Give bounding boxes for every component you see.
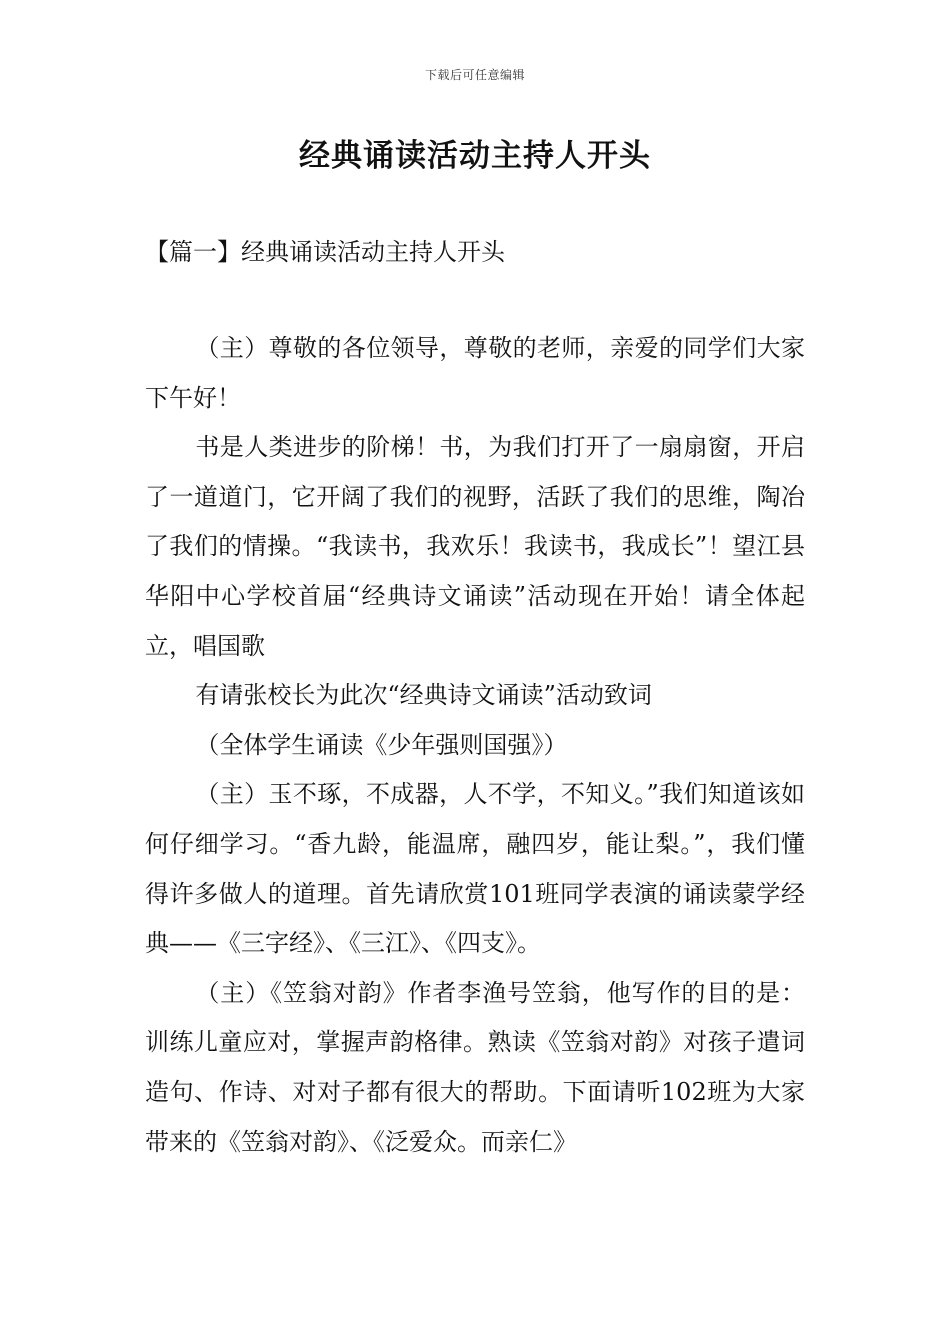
paragraph-recitation: （全体学生诵读《少年强则国强》） (195, 730, 568, 759)
paragraph-principal-speech: 有请张校长为此次“经典诗文诵读”活动致词 (195, 681, 652, 710)
document-body (145, 324, 805, 1167)
section-heading: 【篇一】经典诵读活动主持人开头 (145, 238, 505, 266)
paragraph-class-101: （主）玉不琢，不成器，人不学，不知义。”我们知道该如何仔细学习。“香九龄，能温席，融四岁，能让梨。”，我们懂得许多做人的道理。首先请欣赏101班同学表演的诵读蒙学经典——《三字经》、《三江》、《四支》。 (145, 780, 805, 958)
paragraph-opening: 书是人类进步的阶梯！书，为我们打开了一扇扇窗，开启了一道道门，它开阔了我们的视野，活跃了我们的思维，陶冶了我们的情操。“我读书，我欢乐！我读书，我成长”！望江县华阳中心学校首届“经典诗文诵读”活动现在开始！请全体起立，唱国歌 (145, 433, 805, 660)
document-title: 经典诵读活动主持人开头 (299, 138, 651, 174)
header-note: 下载后可任意编辑 (424, 68, 525, 82)
paragraph-greeting: （主）尊敬的各位领导，尊敬的老师，亲爱的同学们大家下午好！ (145, 334, 805, 412)
paragraph-class-102: （主）《笠翁对韵》作者李渔号笠翁，他写作的目的是：训练儿童应对，掌握声韵格律。熟读《笠翁对韵》对孩子遣词造句、作诗、对对子都有很大的帮助。下面请听102班为大家带来的《笠翁对韵》、《泛爱众。而亲仁》 (145, 978, 805, 1156)
